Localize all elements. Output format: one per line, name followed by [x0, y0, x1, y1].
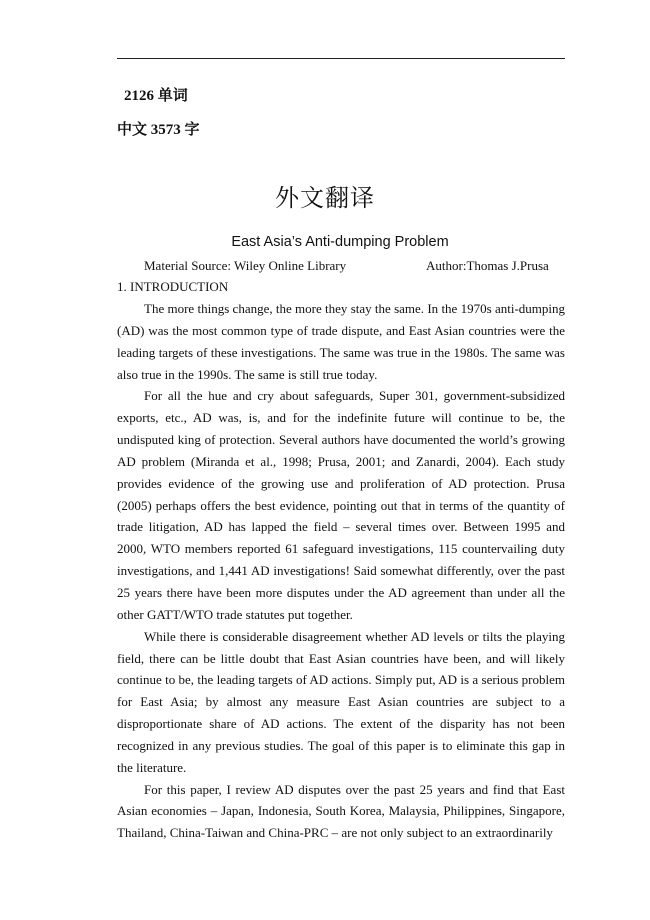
paragraph: The more things change, the more they stay the same. In the 1970s anti-dumping (AD) was the most common type of trade dispute, and East Asian countries were the leading targets of these investigations. The same was true in the 1980s. The same was also true in the 1990s. The same is still true today.: [117, 301, 565, 382]
article-title: East Asia’s Anti-dumping Problem: [231, 234, 449, 250]
paragraph: For all the hue and cry about safeguards, Super 301, government-subsidized exports, etc., AD was, is, and for the indefinite future will continue to be, the undisputed king of protection. Several authors have documented the world’s growing AD problem (Miranda et al., 1998; Prusa, 2001; and Zanardi, 2004). Each study provides evidence of the growing use and proliferation of AD protection. Prusa (2005) perhaps offers the best evidence, pointing out that in terms of the quantity of trade litigation, AD has lapped the field – several times over. Between 1995 and 2000, WTO members reported 61 safeguard investigations, 115 countervailing duty investigations, and 1,441 AD investigations! Said somewhat differently, over the past 25 years there have been more disputes under the AD agreement than under all the other GATT/WTO trade statutes put together.: [117, 388, 565, 622]
word-count: 2126 单词: [124, 88, 188, 104]
article-body: [117, 298, 565, 844]
intro-heading: 1. INTRODUCTION: [117, 279, 229, 294]
source-line: [144, 257, 565, 275]
paragraph: For this paper, I review AD disputes over the past 25 years and find that East Asian economies – Japan, Indonesia, South Korea, Malaysia, Philippines, Singapore, Thailand, China-Taiwan and China-PRC – are not only subject to an extraordinarily: [117, 781, 565, 841]
header-rule: [117, 58, 565, 59]
paragraph: While there is considerable disagreement whether AD levels or tilts the playing field, there can be little doubt that East Asian countries have been, and will likely continue to be, the leading targets of AD actions. Simply put, AD is a serious problem for East Asia; by almost any measure East Asian countries are subject to a disproportionate share of AD actions. The extent of the disparity has not been recognized in any previous studies. The goal of this paper is to eliminate this gap in the literature.: [117, 628, 565, 775]
author: Author:Thomas J.Prusa: [426, 258, 549, 273]
character-count: 中文 3573 字: [117, 122, 200, 138]
material-source: Material Source: Wiley Online Library: [144, 258, 347, 273]
section-title: 外文翻译: [275, 184, 375, 212]
